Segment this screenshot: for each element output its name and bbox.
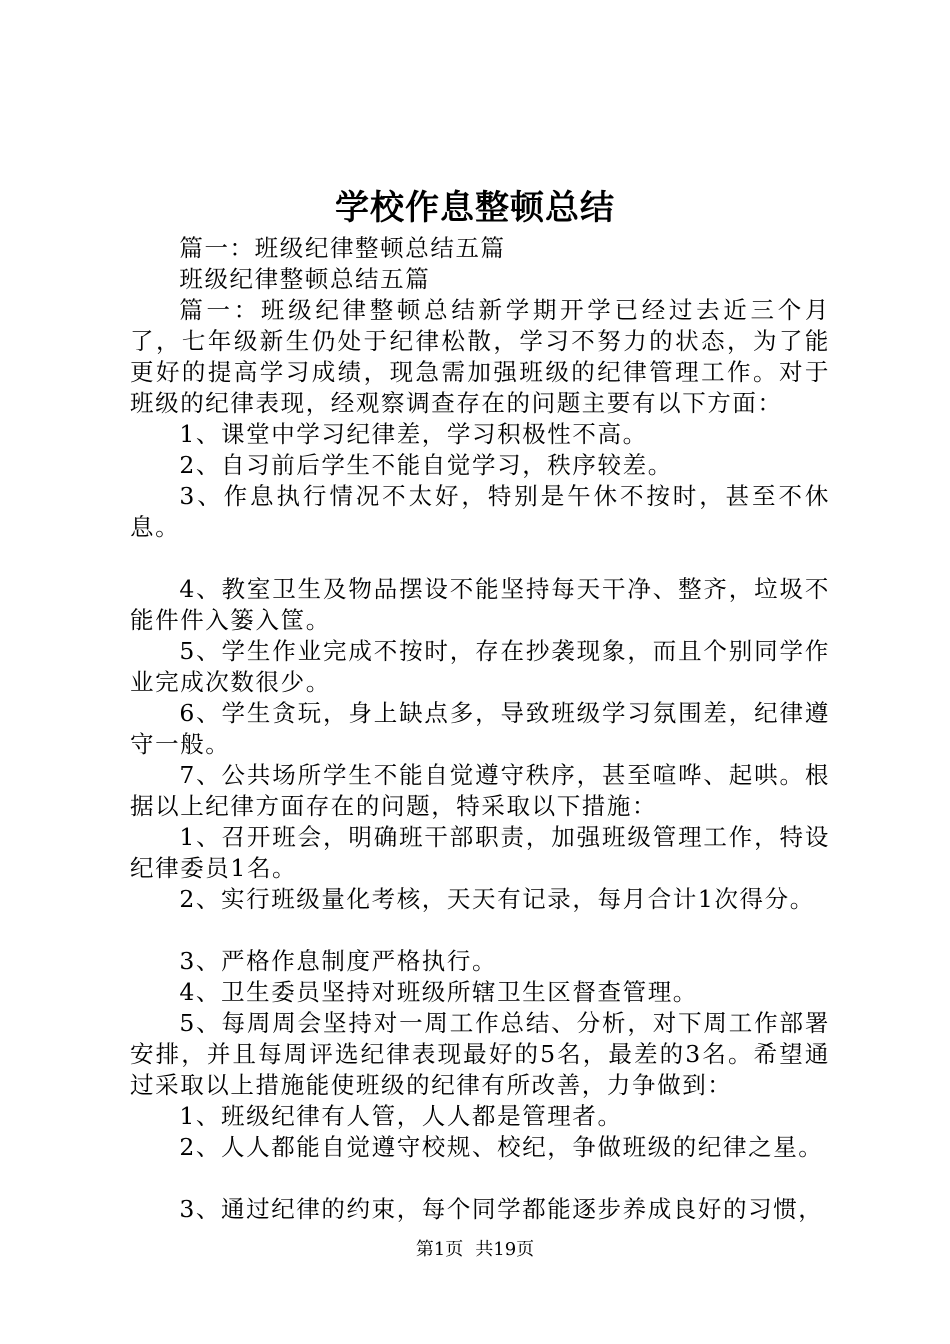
paragraph: 3、作息执行情况不太好，特别是午休不按时，甚至不休息。: [130, 482, 830, 541]
page-total: 共19页: [475, 1239, 535, 1260]
page-footer: [0, 1238, 950, 1262]
document-body: [130, 233, 830, 1225]
paragraph: 篇一：班级纪律整顿总结新学期开学已经过去近三个月了，七年级新生仍处于纪律松散，学习不努力的状态，为了能更好的提高学习成绩，现急需加强班级的纪律管理工作。对于班级的纪律表现，经观察调查存在的问题主要有以下方面：: [130, 296, 830, 417]
paragraph: 2、实行班级量化考核，天天有记录，每月合计1次得分。: [179, 885, 815, 913]
paragraph: 1、召开班会，明确班干部职责，加强班级管理工作，特设纪律委员1名。: [130, 823, 830, 882]
paragraph: 2、自习前后学生不能自觉学习，秩序较差。: [179, 451, 673, 479]
paragraph: 篇一：班级纪律整顿总结五篇: [179, 234, 506, 262]
paragraph: 5、学生作业完成不按时，存在抄袭现象，而且个别同学作业完成次数很少。: [130, 637, 830, 696]
paragraph: 1、课堂中学习纪律差，学习积极性不高。: [179, 420, 648, 448]
paragraph: 1、班级纪律有人管，人人都是管理者。: [179, 1102, 623, 1130]
paragraph: 6、学生贪玩，身上缺点多，导致班级学习氛围差，纪律遵守一般。: [130, 699, 830, 758]
paragraph: 4、教室卫生及物品摆设不能坚持每天干净、整齐，垃圾不能件件入篓入筐。: [130, 575, 830, 634]
page-number: 第1页: [415, 1239, 464, 1260]
document-title: 学校作息整顿总结: [335, 188, 615, 228]
paragraph: 3、严格作息制度严格执行。: [179, 947, 498, 975]
paragraph: 7、公共场所学生不能自觉遵守秩序，甚至喧哗、起哄。根据以上纪律方面存在的问题，特采取以下措施：: [130, 761, 830, 820]
paragraph: 3、通过纪律的约束，每个同学都能逐步养成良好的习惯，: [179, 1195, 824, 1223]
paragraph: 班级纪律整顿总结五篇: [179, 265, 431, 293]
paragraph: 2、人人都能自觉遵守校规、校纪，争做班级的纪律之星。: [179, 1133, 824, 1161]
paragraph: 5、每周周会坚持对一周工作总结、分析，对下周工作部署安排，并且每周评选纪律表现最好的5名，最差的3名。希望通过采取以上措施能使班级的纪律有所改善，力争做到：: [130, 1009, 830, 1099]
paragraph: 4、卫生委员坚持对班级所辖卫生区督查管理。: [179, 978, 698, 1006]
